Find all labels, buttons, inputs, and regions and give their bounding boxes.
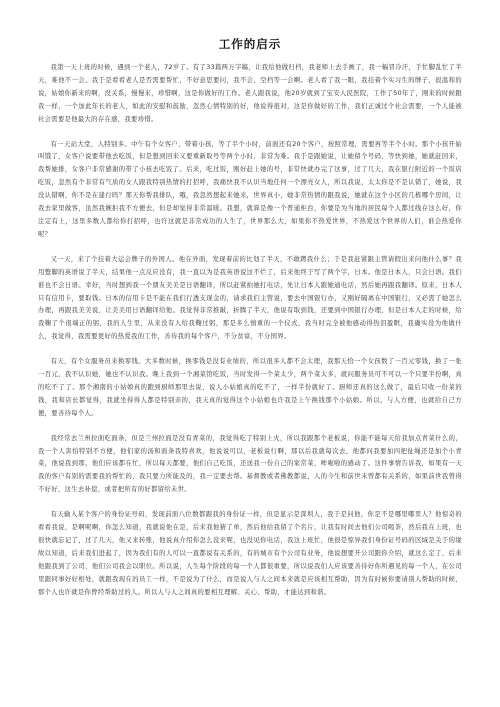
paragraph: 有天，有个女服务员来换零钱。大多数时候，换零钱是没有业绩的，所以很多人都不会太理，我那天恰一个女孩数了一百元零钱，换了一张一百元，我不认识她，她也不认识我。晚上我到一个湘菜馆吃饭，当时发得一个菜太少，两个菜太多，就问服务员可不可以一个只要半份啊，真的吃不了了。那个湘南的小姑娘真的跑到厨师那里去说，说人小姑娘真的吃不了，一样半份就好了。厨师还真的这么做了，最后只收一份菜的钱，我和店长都觉得，我就坐得得人都是特别亲的，我天真的觉得这个小姑娘也许我是上午换钱那个小姑娘。所以，与人方便，也就给自己方便，要善待每个人。 <box>38 358 462 417</box>
paragraph: 有一天站大堂，人特别多。中午有个女客户，带着小孩，等了半个小时，前面还有20个客户，按照常理，需要再等半个小时。那个小孩开始叫饿了，女客户说要带他去吃饭，但是想到回来又要重新取号等两个小时，非常为难。我于是跟她说，让她留个号码，等快到她，她就赶回来，我帮她排，女客户非常感谢的带了小孩去吃饭了。后来，吃过饭，刚好赶上她的号，非常快就办完了这事，过了几天，我在银行附近的一个饭店吃饭，忽然有个非常有气质的女人跟我特别热情的打招呼，我痛快我不认识当地任何一个漂亮女人，所以我说，太太你是不是认错了，她说，我没认错啊，你不是在建行吗？那天你帮我排队，哦，我忽然想起来她来，世界真小，她非常热情的跟我说，她就在这个小区的几栋哪个房间，让我去家里做客，虽然我婉拒我不方便去，但是却觉得非常温暖。我想，就算是像一个普通柜台，你要是为当地的居民每个人都过线存这么好，你注定有上，这里多数人都给你打招呼，也许这就是非常成功的人生了，世界那么大，如果你不热爱世界，不热爱这个世界的人们，谁会热爱你呢？ <box>38 140 462 238</box>
paragraph: 我经常去兰州拉面吃面条，但是兰州拉面是没有青菜的，我觉得吃了特别上火，所以我跟那个老板说，你能不能每天给我加点青菜什么的，我一个人害怕特别不方便，他们家的汤和面条我特喜欢，他说说可以，老板说行啊，那以后我就每次去，他都问我要加四把扯绳还是加个小青菜，他说我到那，他们应该都在忙，所以每天都要，他们自己吃饭，还送我一份自己的家常菜，哞啦啦的感动了。这件事情告诉我，如果有一天我的客户有别的需要我的帮忙的，我只要力所能及的，我一定要去帮。基督教或者佛教都说，人的今生和前世未曾都有关系的，如果前世我曾得不好好，这生去补偿，或者把所有的好都留给未世。 <box>38 434 462 494</box>
paragraph: 我第一天上班的时候，遇到一个老人，72岁了。有了33篇两万字稿，让我给他做归档，我老师上去手画了，我一幅冒冷汗，手忙脚乱忙了半天，难他不一会。我于是看看老人是否需要帮忙，不好意思要问，我不会，空档等一会啊。老人看了我一眼，我挂着个实习生的牌子，很温和的说，姑娘你新来的啊，没关系，慢慢来，珍惜啊，这是你做好的工作。老人跟我说，他20岁就到了宝安人民医院，工作了50年了，刚来的时候跟我一样，一个加此年长的老人，如此的安慰和鼓励，忽然心情特别的好，他说得很对，这是你做好的工作，我们正诚过个社会需要，一个人能被社会需要是他最大的存在感，我要珍惜。 <box>38 64 462 123</box>
paragraph: 有天输入某个客户的身份证号码，发现前面八位数都跟我的身份证一样，但是显示是深圳人，我于是问他，你是不是哪里哪里人？他惊奇的看看我说，是啊呢啊，你怎么知道，我就说他在是，后来我他猜了单，然后他给我留了个名片，让我有时间去他们公司喝茶，然后我在上班，也很快就忘记了，过了几天，他又来转账，他说真介绍你怎么没来呢，也没见你电话，我这上班忙，他很是惊异我们身份证号码的区域是关于的缘故以知道，后来我们进起了，因为我们有的人可以一直都说有关系的，有的城市有个公司有业务，他说想要开公司跟你介绍，就这么定了，后来他跟我到了公司，他们公司我会以职位。所以说，人生每个阶段的每一个人都很重要，所以说我们人应该要善待好你所遇见的每一个人，在公司里跟同事好好相处，就跟我现在的员工一样，不是说为了什么，而是说人与人之间本来就是应该相互帮助，因为有时候你要请别人帮助的时候，那个人也许就是你曾经帮助过的人。所以人与人之间真的要相互理解、关心、帮助，才能达到和谐。 <box>38 511 462 596</box>
paragraph: 又一天，来了个挂着大运会牌子的外国人。他在外面，发现着前的比划了半天，不敢蹲我什么；于是我赶紧跟主管请假出来问他什么事？我用蹩脚的英语说了半天，结果他一点反应没有，我一直以为是我英语说这不烂了，后来他终于写了两个字，日本。他是日本人，只会日语。我们谁也不会日语。幸好，当时想到我一个朋友美美是日语翻译，所以赶紧拍她打电话，先让日本人跟她通电话，然后她再跟我翻译。原来，日本人只有信用卡，要取钱。日本的信用卡是不能在我们行透支现金的，请求我们主管说，要去中国银行办，又刚好隔离在中国银行，又必需了她怎么办理，再跟我美美说，让美美用日语翻译给他。我觉得非常推敲，折腾了半天，他说有取到钱，还要到中国银行办理，但是日本人走的时候，给我鞠了个很端正的躬，我的人生里，从来没有人给我鞠过躬，那是多么慎重的一个仪式，我当时完全被他感动得热泪盈眶，我确实没为他做什么，我觉得，我需要更好的热爱我的工作，善待我的每个客户，不分贫富，不分国界。 <box>38 255 462 341</box>
document-title: 工作的启示 <box>218 37 282 51</box>
